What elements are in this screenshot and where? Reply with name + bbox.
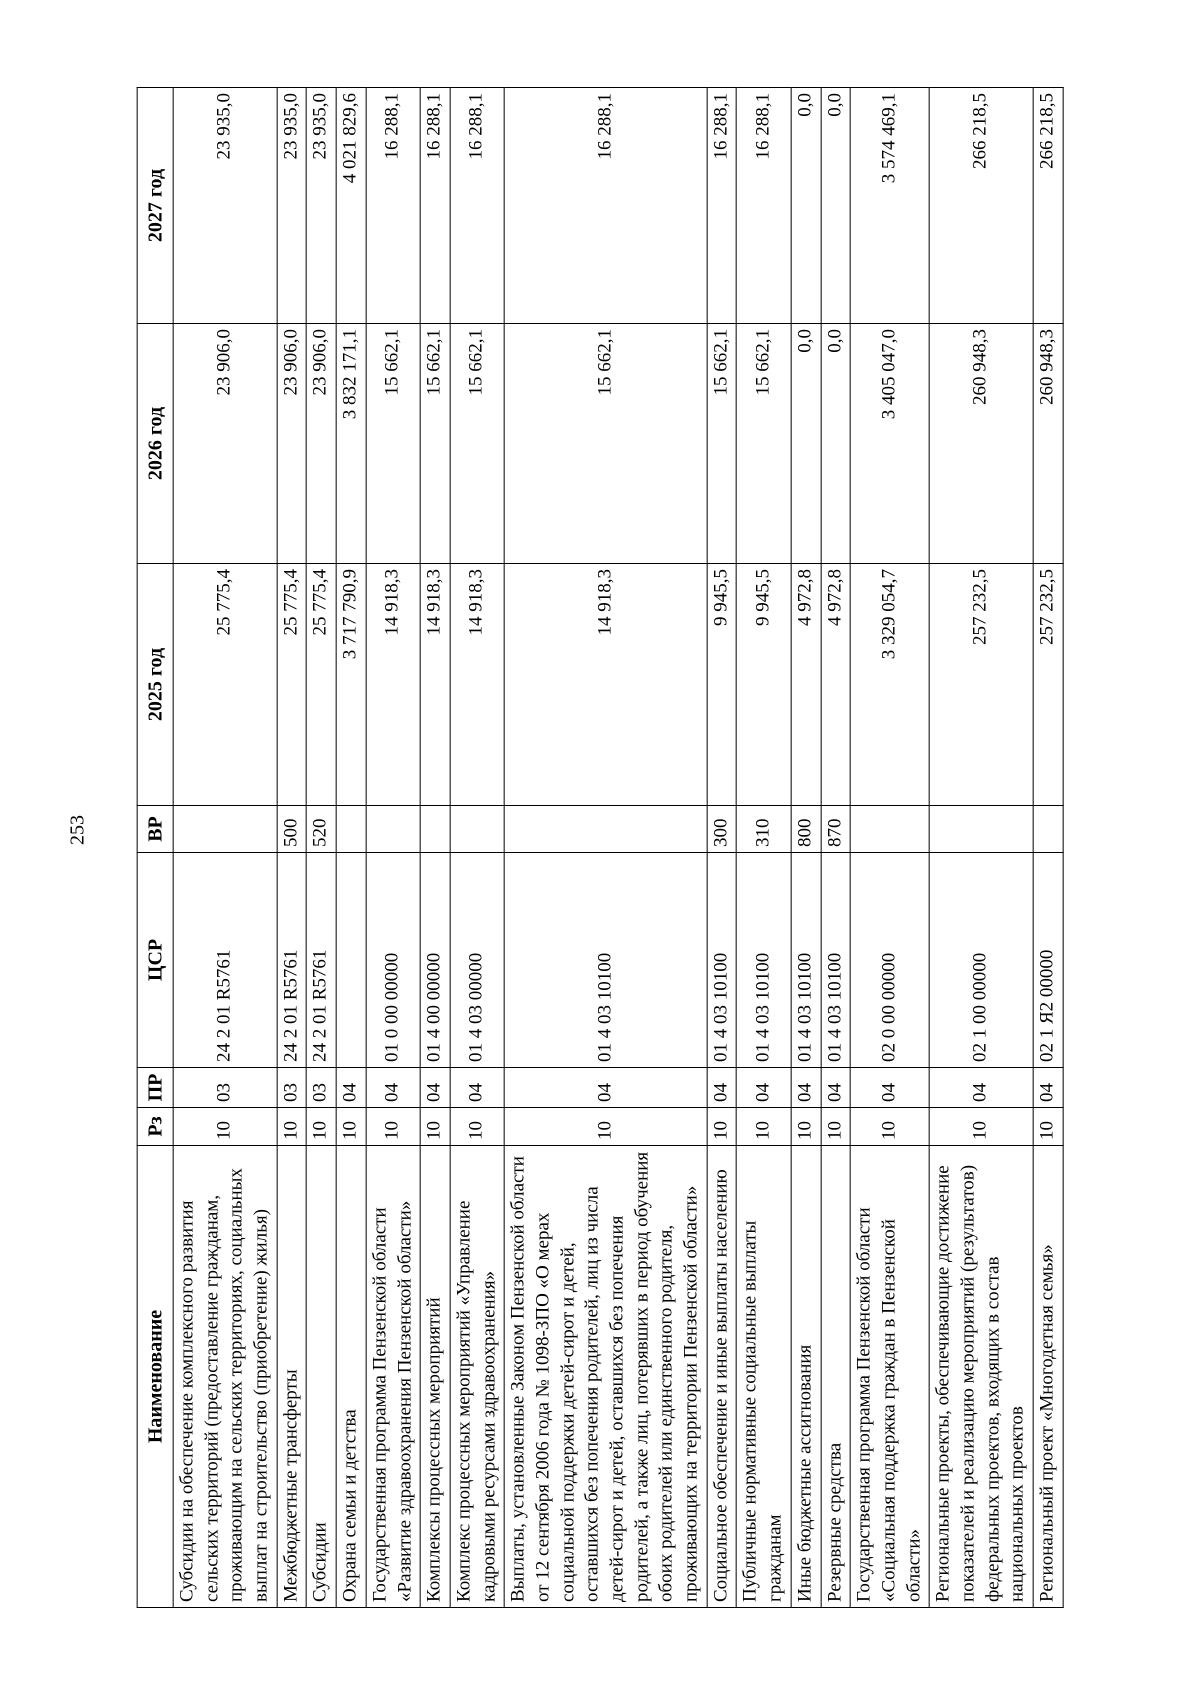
cell-y2025: 257 232,5 [929,564,1033,806]
cell-y2025: 9 945,5 [737,564,791,806]
cell-rz: 10 [307,1108,337,1146]
cell-pr: 04 [707,1068,737,1108]
cell-csr: 01 0 00 00000 [366,853,420,1068]
cell-csr: 01 4 03 10100 [707,853,737,1068]
cell-vr [1033,806,1063,853]
cell-rz: 10 [791,1108,821,1146]
table-row [366,88,420,1608]
cell-vr [504,806,707,853]
cell-vr: 300 [707,806,737,853]
cell-vr [366,806,420,853]
cell-name: Государственная программа Пензенской области «Социальная поддержка граждан в Пензенской области» [850,1146,929,1608]
cell-pr: 03 [307,1068,337,1108]
cell-y2027: 23 935,0 [173,88,277,324]
cell-y2025: 14 918,3 [450,564,504,806]
cell-name: Социальное обеспечение и иные выплаты населению [707,1146,737,1608]
cell-y2026: 15 662,1 [707,324,737,564]
cell-pr: 04 [791,1068,821,1108]
header-2025: 2025 год [137,564,173,806]
cell-y2027: 0,0 [791,88,821,324]
cell-name: Межбюджетные трансферты [277,1146,307,1608]
header-2027: 2027 год [137,88,173,324]
cell-y2025: 3 717 790,9 [336,564,366,806]
cell-y2025: 4 972,8 [791,564,821,806]
table-row [450,88,504,1608]
table-row [420,88,450,1608]
cell-vr [420,806,450,853]
cell-y2025: 25 775,4 [173,564,277,806]
table-row [821,88,851,1608]
cell-rz: 10 [850,1108,929,1146]
table-body [173,88,1063,1608]
cell-csr: 02 0 00 00000 [850,853,929,1068]
cell-y2026: 3 405 047,0 [850,324,929,564]
cell-name: Резервные средства [821,1146,851,1608]
cell-vr [929,806,1033,853]
cell-vr: 800 [791,806,821,853]
cell-pr: 03 [173,1068,277,1108]
cell-y2025: 25 775,4 [307,564,337,806]
cell-y2025: 3 329 054,7 [850,564,929,806]
cell-y2027: 16 288,1 [420,88,450,324]
table-row [929,88,1033,1608]
cell-y2027: 16 288,1 [707,88,737,324]
table-row [1033,88,1063,1608]
cell-y2025: 14 918,3 [420,564,450,806]
cell-csr: 02 1 00 00000 [929,853,1033,1068]
cell-pr: 04 [450,1068,504,1108]
cell-rz: 10 [707,1108,737,1146]
table-header-row [137,88,173,1608]
cell-name: Комплексы процессных мероприятий [420,1146,450,1608]
cell-name: Иные бюджетные ассигнования [791,1146,821,1608]
cell-rz: 10 [1033,1108,1063,1146]
cell-y2027: 16 288,1 [366,88,420,324]
table-row [277,88,307,1608]
header-csr: ЦСР [137,853,173,1068]
cell-y2026: 23 906,0 [307,324,337,564]
cell-y2027: 3 574 469,1 [850,88,929,324]
cell-y2027: 16 288,1 [504,88,707,324]
cell-y2025: 9 945,5 [707,564,737,806]
table-row [791,88,821,1608]
cell-y2026: 15 662,1 [504,324,707,564]
cell-vr [850,806,929,853]
cell-name: Субсидии на обеспечение комплексного развития сельских территорий (предоставление гражданам, проживающим на сельских территориях, социальных выплат на строительство (приобретение) жилья) [173,1146,277,1608]
cell-name: Охрана семьи и детства [336,1146,366,1608]
cell-rz: 10 [450,1108,504,1146]
cell-pr: 04 [1033,1068,1063,1108]
cell-rz: 10 [420,1108,450,1146]
page-number: 253 [66,815,89,845]
cell-y2026: 3 832 171,1 [336,324,366,564]
cell-y2026: 0,0 [821,324,851,564]
cell-pr: 04 [737,1068,791,1108]
header-pr: ПР [137,1068,173,1108]
cell-vr [173,806,277,853]
cell-y2026: 0,0 [791,324,821,564]
cell-name: Выплаты, установленные Законом Пензенской области от 12 сентября 2006 года № 1098-ЗПО «О мерах социальной поддержки детей-сирот и детей, оставшихся без попечения родителей, лиц из числа детей-сирот и детей, оставшихся без попечения родителей, а также лиц, потерявших в период обучения обоих родителей или единственного родителя, проживающих на территории Пензенской области» [504,1146,707,1608]
cell-csr: 01 4 03 10100 [821,853,851,1068]
cell-y2026: 15 662,1 [420,324,450,564]
cell-csr: 01 4 03 10100 [737,853,791,1068]
cell-csr: 24 2 01 R5761 [173,853,277,1068]
cell-y2027: 16 288,1 [737,88,791,324]
cell-y2027: 266 218,5 [1033,88,1063,324]
rotated-page [137,88,1064,1608]
cell-name: Региональный проект «Многодетная семья» [1033,1146,1063,1608]
cell-y2027: 266 218,5 [929,88,1033,324]
table-row [336,88,366,1608]
cell-y2025: 4 972,8 [821,564,851,806]
cell-y2026: 23 906,0 [277,324,307,564]
cell-y2026: 23 906,0 [173,324,277,564]
header-vr: ВР [137,806,173,853]
table-row [737,88,791,1608]
cell-vr: 310 [737,806,791,853]
cell-vr: 520 [307,806,337,853]
cell-pr: 04 [366,1068,420,1108]
header-rz: Рз [137,1108,173,1146]
cell-csr: 01 4 03 10100 [504,853,707,1068]
cell-y2026: 15 662,1 [737,324,791,564]
cell-rz: 10 [821,1108,851,1146]
cell-y2027: 23 935,0 [277,88,307,324]
cell-y2026: 15 662,1 [450,324,504,564]
cell-rz: 10 [366,1108,420,1146]
cell-y2027: 4 021 829,6 [336,88,366,324]
cell-pr: 04 [929,1068,1033,1108]
cell-vr [450,806,504,853]
cell-vr: 870 [821,806,851,853]
cell-y2027: 0,0 [821,88,851,324]
cell-pr: 04 [850,1068,929,1108]
cell-y2025: 14 918,3 [504,564,707,806]
cell-y2025: 14 918,3 [366,564,420,806]
cell-name: Региональные проекты, обеспечивающие достижение показателей и реализацию мероприятий (результатов) федеральных проектов, входящих в состав национальных проектов [929,1146,1033,1608]
cell-name: Государственная программа Пензенской области «Развитие здравоохранения Пензенской области» [366,1146,420,1608]
cell-csr: 24 2 01 R5761 [307,853,337,1068]
table-row [307,88,337,1608]
cell-rz: 10 [929,1108,1033,1146]
cell-csr: 01 4 00 00000 [420,853,450,1068]
cell-pr: 04 [420,1068,450,1108]
table-row [707,88,737,1608]
cell-csr: 01 4 03 10100 [791,853,821,1068]
cell-csr: 02 1 Я2 00000 [1033,853,1063,1068]
cell-pr: 04 [821,1068,851,1108]
cell-rz: 10 [336,1108,366,1146]
cell-y2026: 260 948,3 [929,324,1033,564]
budget-table [137,87,1064,1608]
cell-csr [336,853,366,1068]
cell-y2026: 260 948,3 [1033,324,1063,564]
header-name: Наименование [137,1146,173,1608]
cell-pr: 03 [277,1068,307,1108]
cell-y2027: 16 288,1 [450,88,504,324]
cell-vr [336,806,366,853]
cell-y2025: 25 775,4 [277,564,307,806]
header-2026: 2026 год [137,324,173,564]
cell-y2025: 257 232,5 [1033,564,1063,806]
table-row [850,88,929,1608]
cell-name: Субсидии [307,1146,337,1608]
cell-name: Комплекс процессных мероприятий «Управление кадровыми ресурсами здравоохранения» [450,1146,504,1608]
cell-csr: 01 4 03 00000 [450,853,504,1068]
cell-name: Публичные нормативные социальные выплаты гражданам [737,1146,791,1608]
table-row [173,88,277,1608]
cell-y2026: 15 662,1 [366,324,420,564]
cell-y2027: 23 935,0 [307,88,337,324]
cell-rz: 10 [277,1108,307,1146]
cell-vr: 500 [277,806,307,853]
cell-csr: 24 2 01 R5761 [277,853,307,1068]
cell-rz: 10 [173,1108,277,1146]
cell-rz: 10 [737,1108,791,1146]
table-row [504,88,707,1608]
cell-pr: 04 [504,1068,707,1108]
cell-rz: 10 [504,1108,707,1146]
cell-pr: 04 [336,1068,366,1108]
